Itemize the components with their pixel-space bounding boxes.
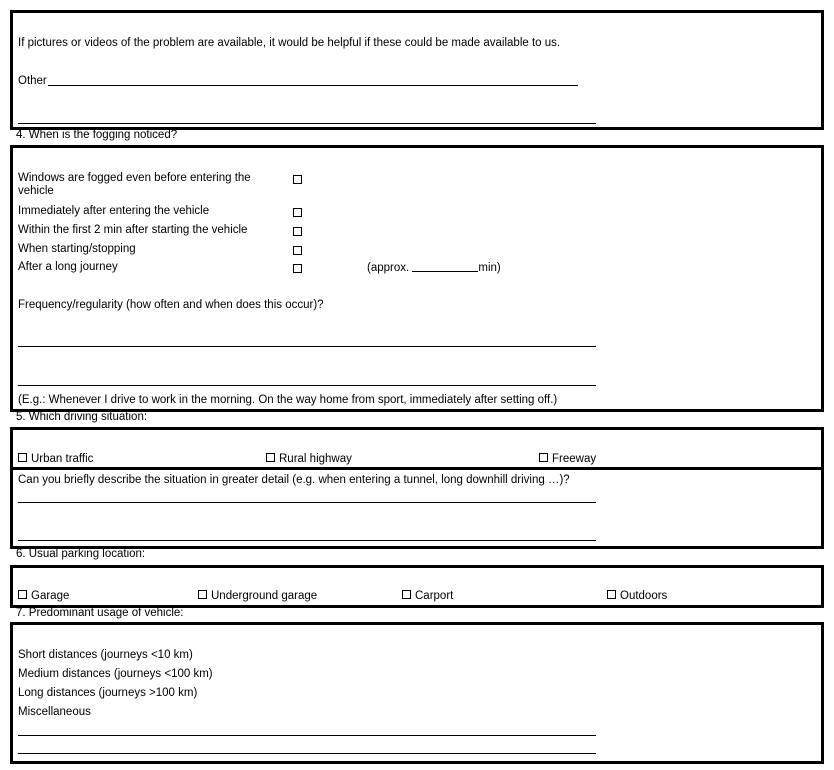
- option-long-journey: After a long journey: [18, 261, 118, 273]
- label-freeway: Freeway: [552, 453, 597, 465]
- checkbox-garage[interactable]: [18, 590, 27, 599]
- other-label: Other: [18, 75, 47, 87]
- checkbox-freeway[interactable]: [539, 453, 548, 462]
- section7-heading: 7. Predominant usage of vehicle:: [16, 607, 184, 619]
- frequency-label: Frequency/regularity (how often and when does this occur)?: [18, 299, 324, 311]
- option-outdoors[interactable]: [607, 590, 667, 603]
- pictures-note: If pictures or videos of the problem are available, it would be helpful if these could be made available to us.: [18, 37, 561, 49]
- checkbox-rural-highway[interactable]: [266, 453, 275, 462]
- section5-options-box: [10, 427, 824, 470]
- option-underground-garage[interactable]: [198, 590, 317, 603]
- checkbox-underground-garage[interactable]: [198, 590, 207, 599]
- option-carport[interactable]: [402, 590, 453, 603]
- option-medium-distances: Medium distances (journeys <100 km): [18, 668, 213, 680]
- describe-input-line-2[interactable]: [18, 540, 596, 541]
- section4-heading: 4. When is the fogging noticed?: [16, 129, 178, 141]
- describe-input-line-1[interactable]: [18, 502, 596, 503]
- label-urban-traffic: Urban traffic: [31, 453, 94, 465]
- label-carport: Carport: [415, 590, 454, 602]
- option-fogged-before-entering: Windows are fogged even before entering the: [18, 172, 251, 184]
- option-short-distances: Short distances (journeys <10 km): [18, 649, 193, 661]
- option-urban-traffic[interactable]: [18, 453, 93, 466]
- describe-label: Can you briefly describe the situation in greater detail (e.g. when entering a tunnel, long downhill driving …)?: [18, 474, 570, 486]
- approx-minutes-input[interactable]: [412, 261, 478, 272]
- option-garage[interactable]: [18, 590, 69, 603]
- checkbox-immediately-after-entering[interactable]: [293, 208, 302, 217]
- option-first-2-min: Within the first 2 min after starting the vehicle: [18, 224, 248, 236]
- section4-box: [10, 145, 824, 412]
- checkbox-urban-traffic[interactable]: [18, 453, 27, 462]
- option-rural-highway[interactable]: [266, 453, 352, 466]
- option-fogged-before-entering-cont: vehicle: [18, 185, 54, 197]
- misc-input-line-2[interactable]: [18, 753, 596, 754]
- frequency-input-line-1[interactable]: [18, 346, 596, 347]
- frequency-input-line-2[interactable]: [18, 385, 596, 386]
- label-underground-garage: Underground garage: [211, 590, 318, 602]
- min-label: min): [478, 262, 501, 274]
- other-input-line-2[interactable]: [18, 123, 596, 124]
- option-long-distances: Long distances (journeys >100 km): [18, 687, 198, 699]
- checkbox-first-2-min[interactable]: [293, 227, 302, 236]
- approx-label: (approx.: [367, 262, 410, 274]
- option-freeway[interactable]: [539, 453, 596, 466]
- section6-box: [10, 565, 824, 608]
- label-rural-highway: Rural highway: [279, 453, 352, 465]
- label-outdoors: Outdoors: [620, 590, 668, 602]
- other-input-line[interactable]: [48, 85, 578, 86]
- section6-heading: 6. Usual parking location:: [16, 548, 146, 560]
- checkbox-outdoors[interactable]: [607, 590, 616, 599]
- misc-input-line-1[interactable]: [18, 735, 596, 736]
- section3-box: [10, 10, 824, 130]
- checkbox-starting-stopping[interactable]: [293, 246, 302, 255]
- section5-heading: 5. Which driving situation:: [16, 411, 148, 423]
- checkbox-fogged-before-entering[interactable]: [293, 175, 302, 184]
- checkbox-carport[interactable]: [402, 590, 411, 599]
- label-garage: Garage: [31, 590, 70, 602]
- option-starting-stopping: When starting/stopping: [18, 243, 136, 255]
- option-miscellaneous: Miscellaneous: [18, 706, 91, 718]
- section7-box: [10, 622, 824, 764]
- approx-minutes: [367, 261, 501, 275]
- example-note: (E.g.: Whenever I drive to work in the morning. On the way home from sport, immediately after setting off.): [18, 394, 558, 406]
- section5-describe-box: [10, 467, 824, 549]
- checkbox-long-journey[interactable]: [293, 264, 302, 273]
- option-immediately-after-entering: Immediately after entering the vehicle: [18, 205, 210, 217]
